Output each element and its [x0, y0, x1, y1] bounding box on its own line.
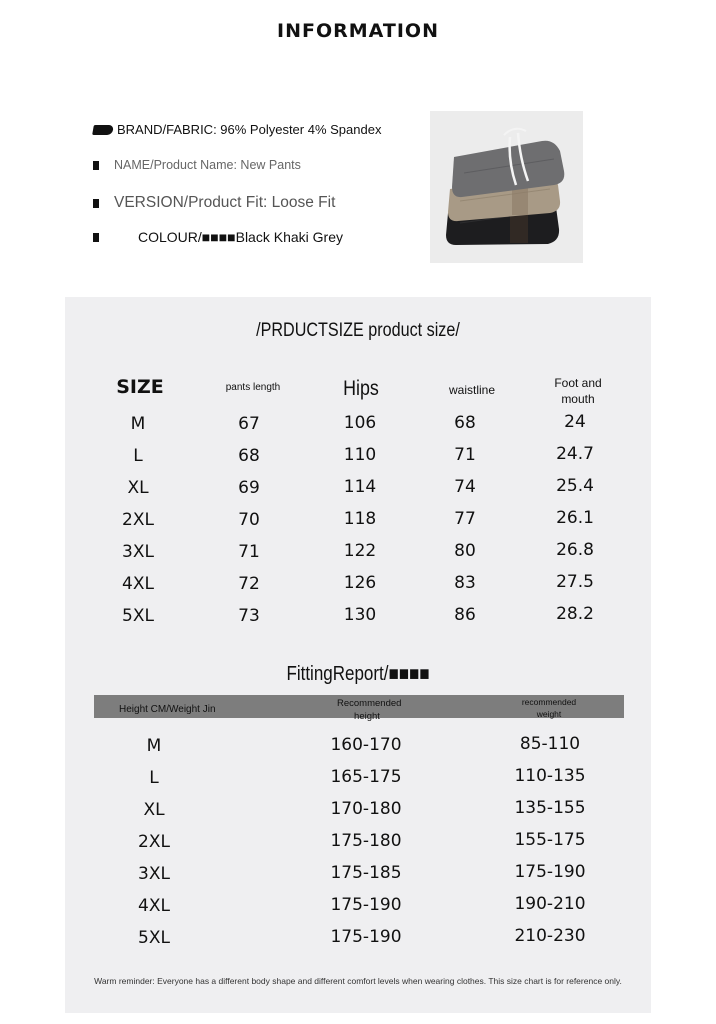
size-cell: 70	[238, 510, 260, 530]
fit-cell: 190-210	[514, 894, 586, 914]
square-bullet-icon	[93, 233, 99, 242]
info-name: NAME/Product Name: New Pants	[114, 158, 301, 172]
fit-cell: 175-190	[514, 862, 586, 882]
size-cell: 26.1	[556, 508, 594, 528]
brush-bullet-icon	[92, 125, 114, 135]
square-bullet-icon	[93, 199, 99, 208]
size-cell: 67	[238, 414, 260, 434]
size-header-length: pants length	[225, 382, 281, 393]
size-cell: 130	[343, 605, 377, 625]
fit-cell: 4XL	[138, 896, 170, 916]
size-header-size: SIZE	[116, 376, 164, 398]
size-table-title: /PRDUCTSIZE product size/	[256, 320, 460, 341]
info-colour: COLOUR/■■■■Black Khaki Grey	[138, 229, 343, 245]
size-cell: 25.4	[556, 476, 594, 496]
page-title: INFORMATION	[277, 20, 439, 42]
size-cell: 26.8	[556, 540, 594, 560]
fit-cell: 85-110	[519, 734, 581, 754]
fit-cell: 175-190	[330, 895, 402, 915]
size-cell: 69	[238, 478, 260, 498]
warm-reminder-note: Warm reminder: Everyone has a different body shape and different comfort levels when wearing clothes. This size chart is for reference only.	[94, 976, 622, 986]
size-cell: 114	[343, 477, 377, 497]
size-header-waist: waistline	[448, 383, 496, 397]
size-cell: M	[130, 414, 146, 434]
size-header-foot: Foot and mouth	[554, 376, 602, 406]
size-cell: 4XL	[122, 574, 154, 594]
size-header-hips: Hips	[343, 377, 379, 400]
size-cell: XL	[127, 478, 149, 498]
info-colour-row	[93, 229, 343, 245]
size-cell: 126	[343, 573, 377, 593]
fit-cell: 170-180	[330, 799, 402, 819]
size-cell: 122	[343, 541, 377, 561]
fit-cell: 5XL	[138, 928, 170, 948]
fit-header-weight: recommended weight	[521, 697, 577, 719]
fit-header-height-weight: Height CM/Weight Jin	[119, 704, 216, 715]
fitting-report-title: FittingReport/■■■■	[286, 663, 430, 685]
fit-cell: 210-230	[514, 926, 586, 946]
folded-pants-icon	[430, 111, 583, 263]
fit-cell: 2XL	[138, 832, 170, 852]
size-cell: 27.5	[556, 572, 594, 592]
size-cell: 110	[343, 445, 377, 465]
fit-cell: 160-170	[330, 735, 402, 755]
fit-cell: 175-190	[330, 927, 402, 947]
info-name-row	[93, 158, 301, 172]
fit-cell: 175-180	[330, 831, 402, 851]
fit-cell: 165-175	[330, 767, 402, 787]
size-cell: 80	[454, 541, 476, 561]
size-cell: 74	[454, 477, 476, 497]
fit-cell: 3XL	[138, 864, 170, 884]
size-cell: 24.7	[556, 444, 594, 464]
size-cell: 86	[454, 605, 476, 625]
fit-cell: 110-135	[514, 766, 586, 786]
size-cell: L	[133, 446, 143, 466]
size-cell: 83	[454, 573, 476, 593]
fit-cell: 135-155	[514, 798, 586, 818]
size-cell: 2XL	[122, 510, 154, 530]
fit-cell: 155-175	[514, 830, 586, 850]
size-cell: 68	[454, 413, 476, 433]
size-cell: 68	[238, 446, 260, 466]
info-version-row	[93, 194, 335, 212]
fit-cell: XL	[143, 800, 165, 820]
size-cell: 28.2	[556, 604, 594, 624]
fit-cell: L	[149, 768, 159, 788]
size-cell: 73	[238, 606, 260, 626]
fit-cell: M	[146, 736, 162, 756]
size-cell: 71	[454, 445, 476, 465]
fit-header-height: Recommended height	[337, 698, 402, 722]
size-cell: 5XL	[122, 606, 154, 626]
info-brand-row	[93, 122, 381, 137]
product-image	[430, 111, 583, 263]
size-cell: 71	[238, 542, 260, 562]
size-cell: 24	[564, 412, 586, 432]
info-version: VERSION/Product Fit: Loose Fit	[114, 194, 336, 211]
size-cell: 106	[343, 413, 377, 433]
square-bullet-icon	[93, 161, 99, 170]
info-brand: BRAND/FABRIC: 96% Polyester 4% Spandex	[117, 122, 382, 137]
size-cell: 3XL	[122, 542, 154, 562]
fit-cell: 175-185	[330, 863, 402, 883]
size-cell: 72	[238, 574, 260, 594]
size-cell: 118	[343, 509, 377, 529]
size-cell: 77	[454, 509, 476, 529]
